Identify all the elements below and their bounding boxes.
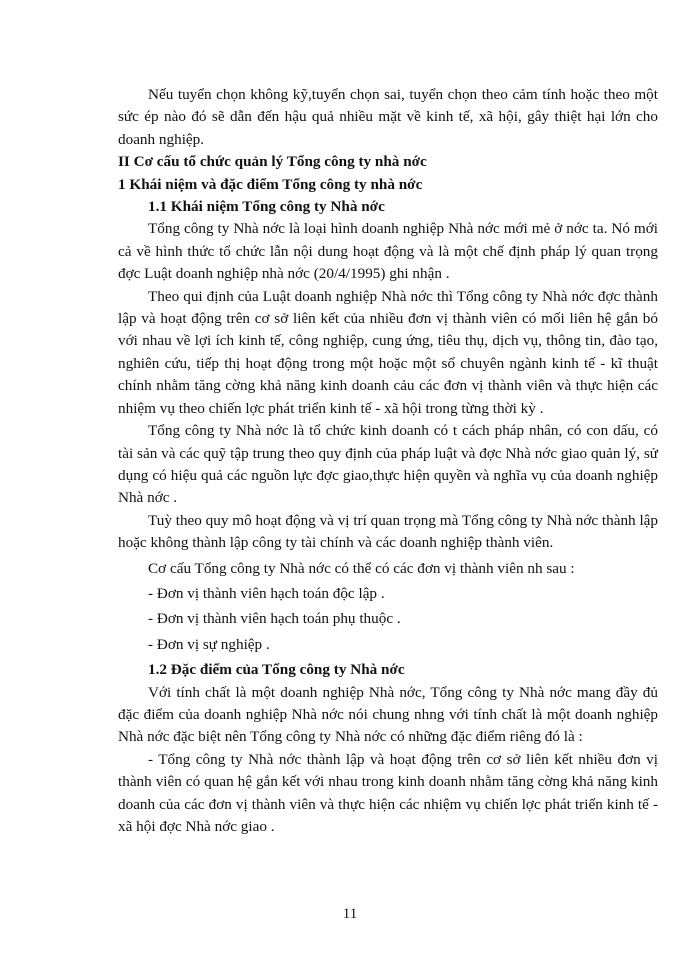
list-item: - Đơn vị sự nghiệp . bbox=[148, 635, 270, 653]
paragraph-intro: Nếu tuyển chọn không kỹ,tuyển chọn sai, tuyển chọn theo cảm tính hoặc theo một sức ép nào đó sẽ dẫn đến hậu quả nhiều mặt về kinh tế, xã hội, gây thiệt hại lớn cho doanh nghiệp. bbox=[118, 86, 658, 148]
paragraph-regulation: Theo qui định của Luật doanh nghiệp Nhà nớc thì Tổng công ty Nhà nớc đợc thành lập và hoạt động trên cơ sở liên kết của nhiều đơn vị thành viên có mối liên hệ gắn bó với nhau về lợi ích kinh tế, công nghiệp, cung ứng, tiêu thụ, dịch vụ, thông tin, đào tạo, nghiên cứu, tiếp thị hoạt động trong một hoặc một số chuyên ngành kinh tế - kĩ thuật chính nhằm tăng cờng khả năng kinh doanh cảu các đơn vị thành viên và thực hiện các nhiệm vụ theo chiến lợc phát triển kinh tế - xã hội trong từng thời kỳ . bbox=[118, 287, 658, 417]
page-number: 11 bbox=[342, 906, 358, 922]
paragraph-structure: Cơ cấu Tổng công ty Nhà nớc có thể có các đơn vị thành viên nh sau : bbox=[148, 559, 575, 577]
paragraph-definition: Tổng công ty Nhà nớc là loại hình doanh nghiệp Nhà nớc mới mẻ ở nớc ta. Nó mới cả về hình thức tổ chức lẫn nội dung hoạt động và là một chế định pháp lý quan trọng đợc Luật doanh nghiệp nhà nớc (20/4/1995) ghi nhận . bbox=[118, 220, 658, 283]
list-item: - Đơn vị thành viên hạch toán độc lập . bbox=[148, 584, 385, 602]
paragraph-scale: Tuỳ theo quy mô hoạt động và vị trí quan trọng mà Tổng công ty Nhà nớc thành lập hoặc không thành lập công ty tài chính và các doanh nghiệp thành viên. bbox=[118, 511, 658, 552]
heading-section-1-1: 1.1 Khái niệm Tổng công ty Nhà nớc bbox=[148, 198, 385, 216]
heading-section-1-2: 1.2 Đặc điểm của Tổng công ty Nhà nớc bbox=[148, 661, 405, 679]
document-body bbox=[118, 84, 658, 838]
heading-section-1: 1 Khái niệm và đặc điểm Tổng công ty nhà nớc bbox=[118, 175, 423, 193]
paragraph-characteristics: Với tính chất là một doanh nghiệp Nhà nớc, Tổng công ty Nhà nớc mang đầy đủ đặc điểm của doanh nghiệp Nhà nớc nói chung nhng với tính chất là một doanh nghiệp Nhà nớc đặc biệt nên Tổng công ty Nhà nớc có những đặc điểm riêng đó là : bbox=[118, 683, 658, 746]
heading-section-ii: II Cơ cấu tổ chức quản lý Tổng công ty nhà nớc bbox=[118, 153, 427, 171]
list-item: - Đơn vị thành viên hạch toán phụ thuộc . bbox=[148, 610, 401, 628]
paragraph-characteristic-1: - Tổng công ty Nhà nớc thành lập và hoạt động trên cơ sở liên kết nhiều đơn vị thành viên có quan hệ gắn kết với nhau trong kinh doanh nhằm tăng cờng khả năng kinh doanh của các đơn vị thành viên và thực hiện các nhiệm vụ chiến lợc phát triển kinh tế - xã hội đợc Nhà nớc giao . bbox=[118, 750, 658, 835]
paragraph-legal-entity: Tổng công ty Nhà nớc là tổ chức kinh doanh có t cách pháp nhân, có con dấu, có tài sản và các quỹ tập trung theo quy định của pháp luật và đợc Nhà nớc giao quản lý, sử dụng có hiệu quả các nguồn lực đợc giao,thực hiện quyền và nghĩa vụ của doanh nghiệp Nhà nớc . bbox=[118, 422, 658, 507]
